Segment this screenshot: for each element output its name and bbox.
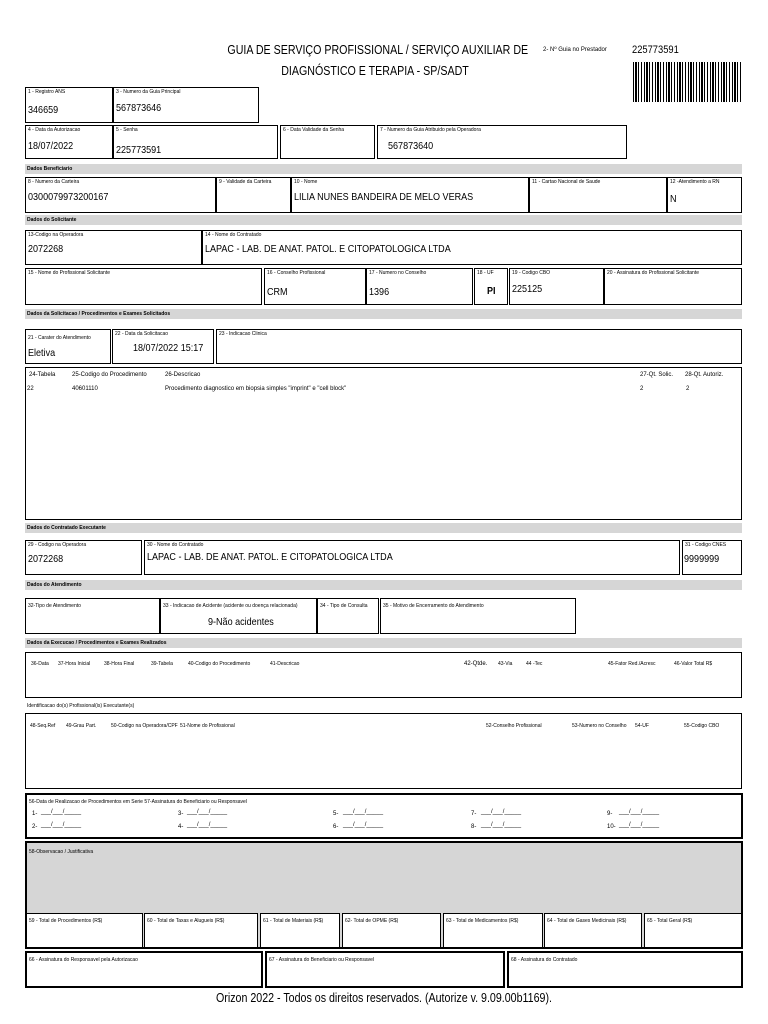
serie-n4: 4- — [178, 824, 184, 830]
field-motivo-encerramento — [380, 598, 576, 634]
procedures-table — [25, 367, 742, 520]
field-label: 62- Total de OPME (R$) — [345, 918, 399, 924]
col-hora-inicial: 37-Hora Inicial — [58, 661, 91, 667]
prestador-number: 225773591 — [632, 44, 679, 56]
serie-n3: 3- — [178, 811, 184, 817]
field-label: 60 - Total de Taxas e Alugueis (R$) — [147, 918, 225, 924]
field-registro-ans — [25, 87, 113, 123]
field-label: 63 - Total de Medicamentos (R$) — [446, 918, 519, 924]
field-label: 19 - Codigo CBO — [512, 270, 551, 276]
field-indicacao-acidente — [160, 598, 317, 634]
field-conselho — [264, 268, 366, 305]
field-label: 10 - Nome — [294, 179, 318, 185]
serie-d10: ___/___/_____ — [619, 822, 660, 828]
field-label: 22 - Data da Solicitacao — [115, 331, 169, 337]
field-data-autorizacao — [25, 125, 113, 159]
cell-descricao: Procedimento diagnostico em biopsia simples "imprint" e "cell block" — [165, 386, 347, 392]
field-guia-principal — [113, 87, 259, 123]
field-cnes — [682, 540, 742, 575]
serie-n7: 7- — [471, 811, 477, 817]
field-label: 9 - Validade da Carteira — [219, 179, 272, 185]
col-fator: 45-Fator Red./Acresc — [608, 661, 656, 667]
total-procedimentos — [26, 913, 143, 948]
field-label: 66 - Assinatura do Responsavel pela Autorizacao — [29, 957, 138, 963]
field-label: 65 - Total Geral (R$) — [647, 918, 693, 924]
col-qt-autoriz: 28-Qt. Autoriz. — [685, 372, 724, 378]
field-label: 15 - Nome do Profissional Solicitante — [28, 270, 110, 276]
cell-tabela: 22 — [27, 386, 34, 392]
serie-d5: ___/___/_____ — [343, 809, 384, 815]
field-label: 4 - Data da Autorizacao — [28, 127, 81, 133]
total-geral — [644, 913, 742, 948]
col-codigo-cpf: 50-Codigo na Operadora/CPF — [111, 723, 178, 729]
field-tipo-atendimento — [25, 598, 160, 634]
assinatura-contratado — [507, 951, 743, 988]
field-label: 33 - Indicacao de Acidente (acidente ou doença relacionada) — [163, 603, 298, 609]
field-label: 61 - Total de Materiais (R$) — [263, 918, 324, 924]
col-descricao-exec: 41-Descricao — [270, 661, 300, 667]
serie-box — [25, 793, 743, 839]
execucao-table — [25, 652, 742, 698]
form-title-line1: GUIA DE SERVIÇO PROFISSIONAL / SERVIÇO AUXILIAR DE — [227, 42, 529, 57]
serie-d6: ___/___/_____ — [343, 822, 384, 828]
field-label: 58-Observacao / Justificativa — [29, 849, 94, 855]
field-value: LAPAC - LAB. DE ANAT. PATOL. E CITOPATOLOGICA LTDA — [205, 243, 451, 255]
field-label: 16 - Conselho Profissional — [267, 270, 326, 276]
field-label: 31 - Codigo CNES — [685, 542, 727, 548]
field-label: 59 - Total de Procedimentos (R$) — [29, 918, 103, 924]
col-conselho-prof: 52-Conselho Profissional — [486, 723, 542, 729]
field-label: 21 - Carater do Atendimento — [28, 335, 91, 341]
serie-n5: 5- — [333, 811, 339, 817]
field-label: 18 - UF — [477, 270, 494, 276]
field-value: PI — [487, 285, 496, 297]
field-label: 20 - Assinatura do Profissional Solicitante — [607, 270, 699, 276]
serie-n10: 10- — [607, 824, 616, 830]
serie-n2: 2- — [32, 824, 38, 830]
field-cartao-saude — [529, 177, 667, 213]
serie-n9: 9- — [607, 811, 613, 817]
field-numero-conselho — [366, 268, 473, 305]
field-value: 9999999 — [684, 553, 720, 565]
field-label: 34 - Tipo de Consulta — [320, 603, 368, 609]
field-label: 17 - Numero no Conselho — [369, 270, 427, 276]
field-value: N — [670, 193, 677, 205]
field-value: 2072268 — [28, 553, 64, 565]
field-label: 5 - Senha — [116, 127, 138, 133]
serie-n8: 8- — [471, 824, 477, 830]
field-carteira — [25, 177, 216, 213]
field-label: 68 - Assinatura do Contratado — [511, 957, 578, 963]
col-via: 43-Via — [498, 661, 513, 667]
serie-d9: ___/___/_____ — [619, 809, 660, 815]
serie-n6: 6- — [333, 824, 339, 830]
col-codigo: 25-Codigo do Procedimento — [72, 372, 147, 378]
section-solicitacao: Dados da Solicitacao / Procedimentos e Exames Solicitados — [25, 309, 742, 319]
field-label: 11 - Cartao Nacional de Saude — [532, 179, 601, 185]
assinatura-autorizacao — [25, 951, 263, 988]
field-profissional-solic — [25, 268, 262, 305]
field-nome-contratado-exec — [144, 540, 680, 575]
footer-copyright: Orizon 2022 - Todos os direitos reservados. (Autorize v. 9.09.00b1169). — [216, 990, 552, 1005]
field-label: 1 - Registro ANS — [28, 89, 66, 95]
field-data-solicitacao — [112, 329, 214, 364]
total-gases — [544, 913, 642, 948]
assinatura-beneficiario — [265, 951, 505, 988]
field-nome-beneficiario — [291, 177, 529, 213]
field-label: 14 - Nome do Contratado — [205, 232, 262, 238]
field-nome-contratado — [202, 230, 742, 265]
field-label: 67 - Assinatura do Beneficiario ou Responsavel — [269, 957, 375, 963]
col-qtde: 42-Qtde. — [464, 661, 488, 667]
field-value: 9-Não acidentes — [208, 616, 274, 628]
prestador-label: 2- Nº Guia no Prestador — [543, 47, 607, 53]
section-execucao: Dados da Execucao / Procedimentos e Exames Realizados — [25, 638, 742, 648]
field-assinatura-solic — [604, 268, 742, 305]
field-atendimento-rn — [667, 177, 742, 213]
col-codigo-exec: 40-Codigo do Procedimento — [188, 661, 251, 667]
field-value: 567873646 — [116, 102, 162, 114]
field-value: Eletiva — [28, 347, 56, 359]
col-tec: 44 -Tec — [526, 661, 543, 667]
field-value: 346659 — [28, 104, 59, 116]
field-value: CRM — [267, 286, 288, 298]
field-label: 64 - Total de Gases Medicinais (R$) — [547, 918, 627, 924]
serie-d1: ___/___/_____ — [41, 809, 82, 815]
col-tabela-exec: 39-Tabela — [151, 661, 173, 667]
field-value: 18/07/2022 15:17 — [133, 342, 204, 354]
cell-qt-solic: 2 — [640, 386, 644, 392]
field-value: 225125 — [512, 283, 543, 295]
barcode — [633, 62, 742, 102]
field-label: 23 - Indicacao Clinica — [219, 331, 267, 337]
field-uf — [474, 268, 508, 305]
serie-d2: ___/___/_____ — [41, 822, 82, 828]
field-label: 56-Data de Realizacao de Procedimentos em Serie 57-Assinatura do Beneficiario ou Responsavel — [29, 799, 247, 805]
col-grau-part: 49-Grau Part. — [66, 723, 97, 729]
serie-d7: ___/___/_____ — [481, 809, 522, 815]
section-atendimento: Dados do Atendimento — [25, 580, 742, 590]
total-materiais — [260, 913, 340, 948]
field-validade-senha — [280, 125, 375, 159]
serie-n1: 1- — [32, 811, 38, 817]
form-title-line2: DIAGNÓSTICO E TERAPIA - SP/SADT — [281, 63, 469, 78]
field-label: 7 - Numero da Guia Atribuido pela Operadora — [380, 127, 481, 133]
col-qt-solic: 27-Qt. Solic. — [640, 372, 674, 378]
field-carater-atendimento — [25, 329, 111, 364]
col-descricao: 26-Descricao — [165, 372, 201, 378]
field-value: LILIA NUNES BANDEIRA DE MELO VERAS — [294, 191, 474, 203]
field-label: 3 - Numero da Guia Principal — [116, 89, 181, 95]
field-value: 567873640 — [388, 140, 434, 152]
field-value: 2072268 — [28, 243, 64, 255]
section-beneficiario: Dados Beneficiario — [25, 164, 742, 174]
serie-d4: ___/___/_____ — [187, 822, 228, 828]
field-label: 13-Codigo na Operadora — [28, 232, 84, 238]
field-value: 1396 — [369, 286, 390, 298]
section-profissionais: Identificacao do(s) Profissional(is) Executante(s) — [27, 703, 135, 709]
cell-qt-autoriz: 2 — [686, 386, 690, 392]
field-label: 6 - Data Validade da Senha — [283, 127, 345, 133]
field-validade-carteira — [216, 177, 291, 213]
field-indicacao-clinica — [216, 329, 742, 364]
total-taxas — [144, 913, 258, 948]
col-seq-ref: 48-Seq.Ref — [30, 723, 56, 729]
field-label: 29 - Codigo na Operadora — [28, 542, 87, 548]
section-solicitante: Dados do Solicitante — [25, 215, 742, 225]
field-tipo-consulta — [317, 598, 379, 634]
field-senha — [113, 125, 278, 159]
serie-d8: ___/___/_____ — [481, 822, 522, 828]
section-executante: Dados do Contratado Executante — [25, 523, 742, 533]
profissionais-table — [25, 713, 742, 789]
field-guia-operadora — [377, 125, 627, 159]
col-hora-final: 38-Hora Final — [104, 661, 135, 667]
total-medicamentos — [443, 913, 543, 948]
col-valor-total: 46-Valor Total R$ — [674, 661, 713, 667]
cell-codigo: 40601110 — [72, 386, 98, 392]
field-label: 12 -Atendimento a RN — [670, 179, 720, 185]
col-data: 36-Data — [31, 661, 49, 667]
field-codigo-operadora-solic — [25, 230, 202, 265]
serie-d3: ___/___/_____ — [187, 809, 228, 815]
field-value: 225773591 — [116, 144, 162, 156]
field-label: 30 - Nome do Contratado — [147, 542, 204, 548]
field-label: 35 - Motivo de Encerramento do Atendimento — [383, 603, 484, 609]
field-label: 32-Tipo de Atendimento — [28, 603, 81, 609]
field-codigo-operadora-exec — [25, 540, 142, 575]
total-opme — [342, 913, 441, 948]
col-nome-profissional: 51-Nome do Profissional — [180, 723, 235, 729]
field-value: LAPAC - LAB. DE ANAT. PATOL. E CITOPATOLOGICA LTDA — [147, 551, 393, 563]
col-uf-prof: 54-UF — [635, 723, 649, 729]
col-tabela: 24-Tabela — [29, 372, 56, 378]
field-value: 18/07/2022 — [28, 140, 74, 152]
col-numero-conselho: 53-Numero no Conselho — [572, 723, 627, 729]
field-cbo — [509, 268, 604, 305]
field-label: 8 - Numero da Carteira — [28, 179, 80, 185]
field-value: 0300079973200167 — [28, 191, 109, 203]
col-cbo-prof: 55-Codigo CBO — [684, 723, 720, 729]
